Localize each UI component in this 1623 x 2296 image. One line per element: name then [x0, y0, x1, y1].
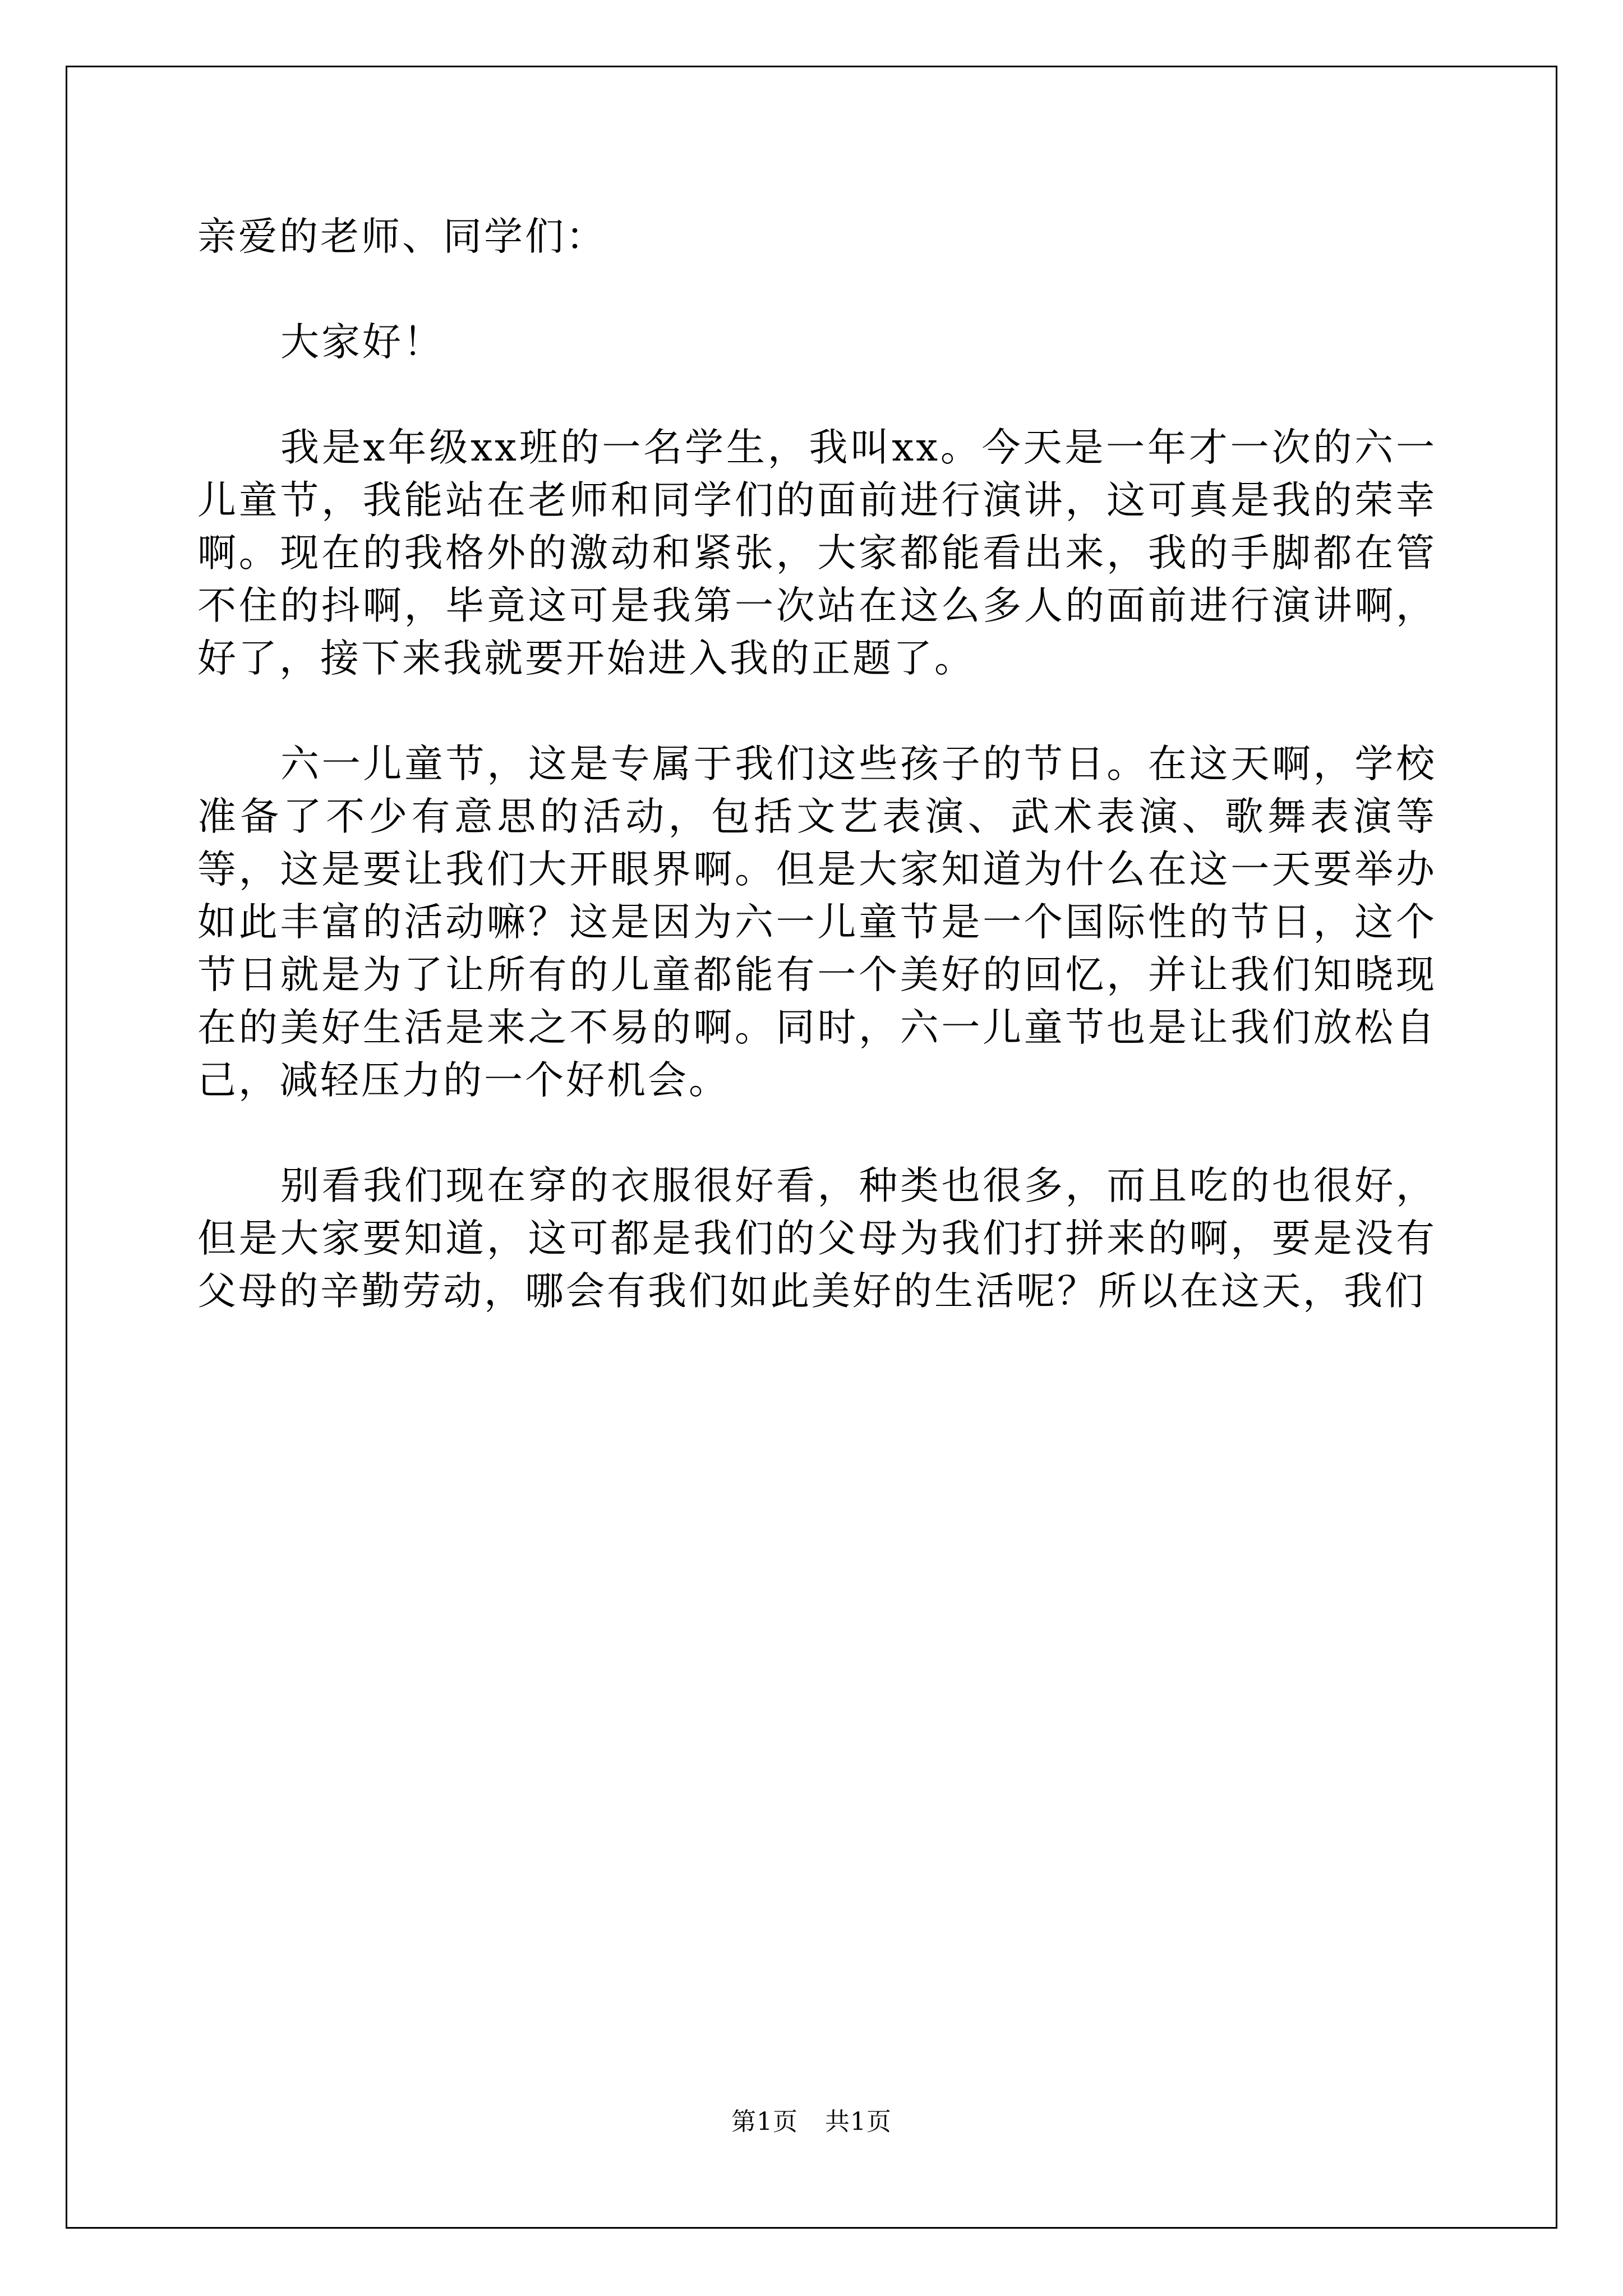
page-number: 第1页 — [731, 2108, 798, 2136]
document-body — [197, 210, 1437, 1370]
paragraph-greeting: 大家好！ — [280, 320, 444, 365]
page-footer — [0, 2106, 1623, 2138]
paragraph-parents: 别看我们现在穿的衣服很好看，种类也很多，而且吃的也很好，但是大家要知道，这可都是我们的父母为我们打拼来的啊，要是没有父母的辛勤劳动，哪会有我们如此美好的生活呢？所以在这天，我们 — [197, 1163, 1437, 1314]
page-total: 共1页 — [825, 2108, 892, 2136]
paragraph-introduction: 我是x年级xx班的一名学生，我叫xx。今天是一年才一次的六一儿童节，我能站在老师和同学们的面前进行演讲，这可真是我的荣幸啊。现在的我格外的激动和紧张，大家都能看出来，我的手脚都在管不住的抖啊，毕竟这可是我第一次站在这么多人的面前进行演讲啊，好了，接下来我就要开始进入我的正题了。 — [197, 425, 1437, 681]
paragraph-childrens-day: 六一儿童节，这是专属于我们这些孩子的节日。在这天啊，学校准备了不少有意思的活动，包括文艺表演、武术表演、歌舞表演等等，这是要让我们大开眼界啊。但是大家知道为什么在这一天要举办如此丰富的活动嘛？这是因为六一儿童节是一个国际性的节日，这个节日就是为了让所有的儿童都能有一个美好的回忆，并让我们知晓现在的美好生活是来之不易的啊。同时，六一儿童节也是让我们放松自己，减轻压力的一个好机会。 — [197, 742, 1437, 1103]
salutation: 亲爱的老师、同学们： — [197, 214, 607, 259]
